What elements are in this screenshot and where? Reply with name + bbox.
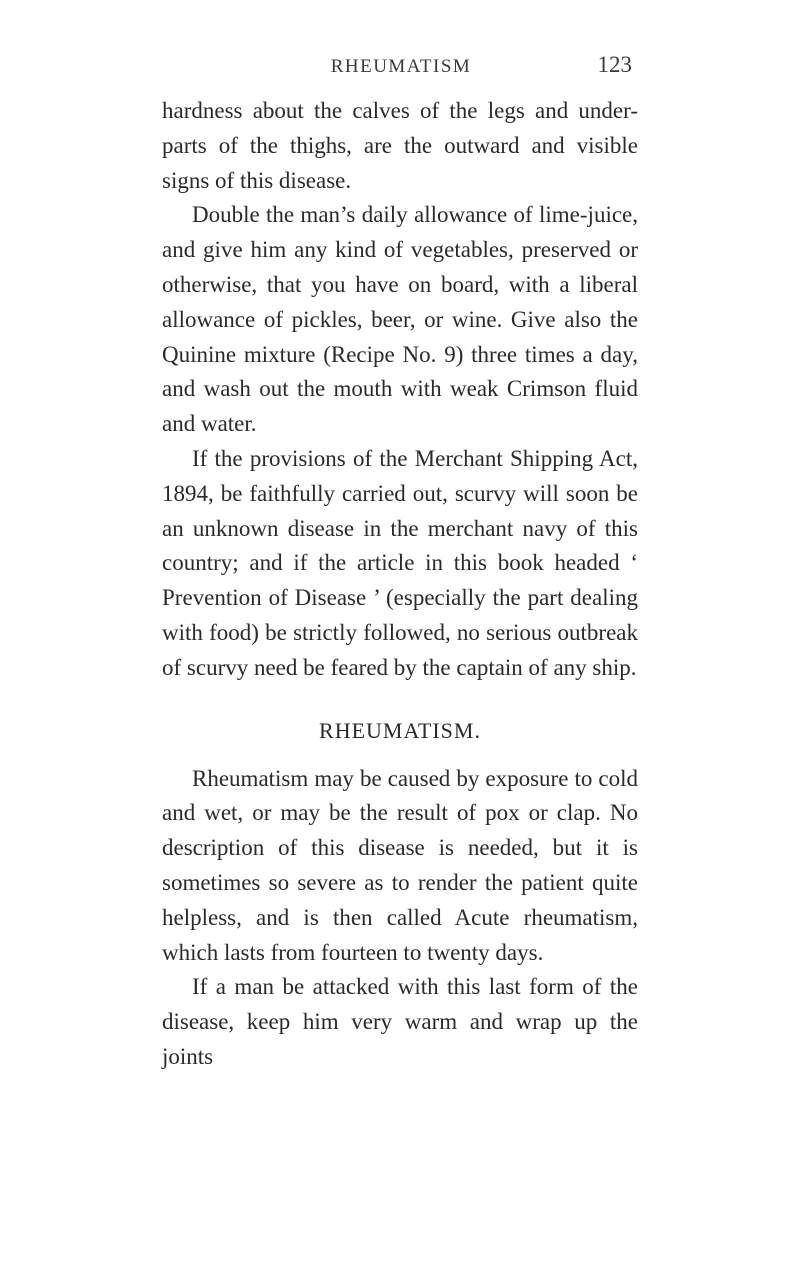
section-heading: RHEUMATISM.	[319, 717, 481, 743]
page-body	[162, 94, 638, 1075]
paragraph-rheumatism-treatment: If a man be attacked with this last form of the disease, keep him very warm and wrap up the joints	[162, 974, 638, 1069]
paragraph-continued: hardness about the calves of the legs and under-parts of the thighs, are the outward and visible signs of this disease.	[162, 98, 638, 193]
paragraph-prevention: If the provisions of the Merchant Shipping Act, 1894, be faithfully carried out, scurvy will soon be an unknown disease in the merchant navy of this country; and if the article in this book headed ‘ Prevention of Disease ’ (especially the part dealing with food) be strictly followed, no serious outbreak of scurvy need be feared by the captain of any ship.	[162, 445, 638, 680]
page-number: 123	[597, 52, 632, 77]
running-head: RHEUMATISM	[330, 56, 472, 77]
paragraph-rheumatism-intro: Rheumatism may be caused by exposure to cold and wet, or may be the result of pox or clap. No description of this disease is needed, but it is sometimes so severe as to render the patient quite helpless, and is then called Acute rheumatism, which lasts from fourteen to twenty days.	[162, 765, 638, 965]
paragraph-treatment: Double the man’s daily allowance of lime-juice, and give him any kind of vegetables, preserved or otherwise, that you have on board, with a liberal allowance of pickles, beer, or wine. Give also the Quinine mixture (Recipe No. 9) three times a day, and wash out the mouth with weak Crimson fluid and water.	[162, 202, 638, 437]
